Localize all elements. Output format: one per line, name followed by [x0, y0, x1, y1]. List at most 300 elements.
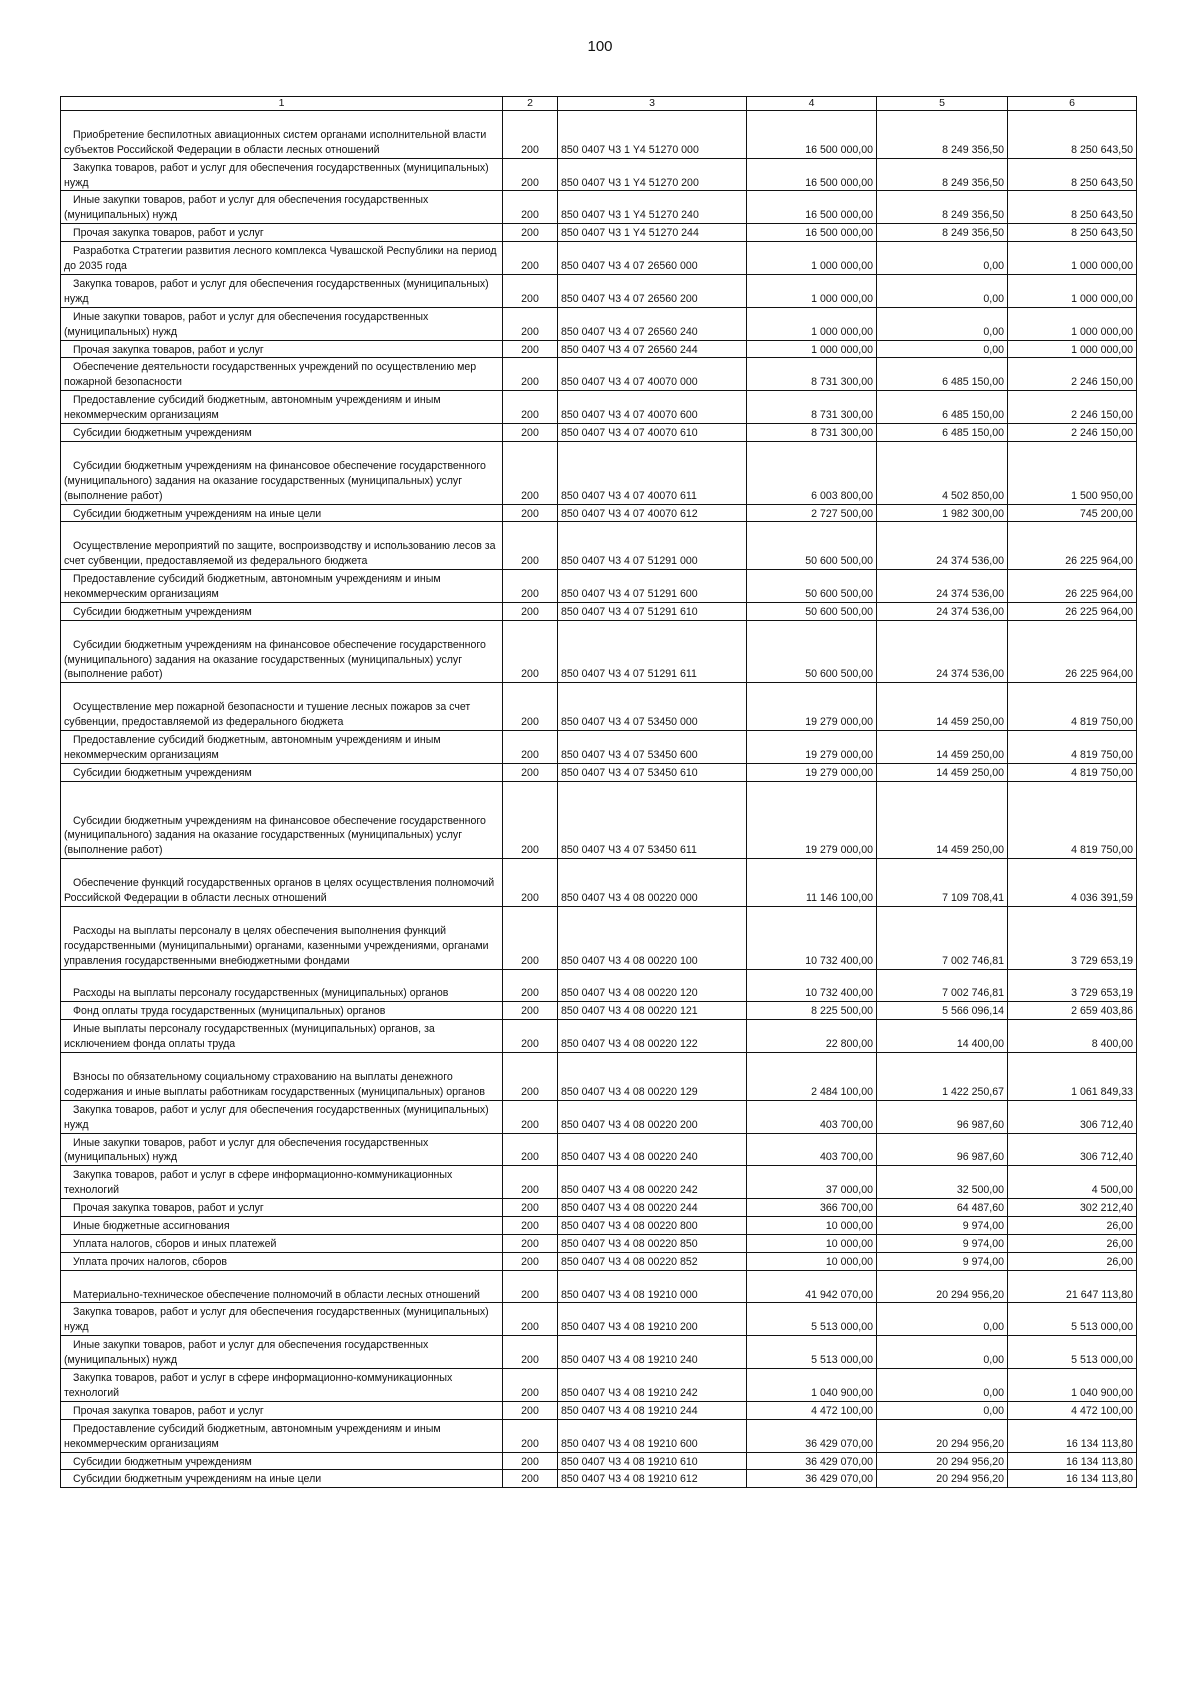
table-row [61, 1020, 1137, 1053]
admin-code: 200 [503, 731, 558, 764]
expense-name: Осуществление мероприятий по защите, воспроизводству и использованию лесов за счет субвенции, предоставляемой из федерального бюджета [64, 540, 496, 568]
approved-amount: 8 731 300,00 [747, 358, 877, 391]
expense-name: Закупка товаров, работ и услуг для обеспечения государственных (муниципальных) нужд [64, 1306, 489, 1334]
admin-code: 200 [503, 969, 558, 1002]
expense-name: Субсидии бюджетным учреждениям на иные цели [73, 1473, 322, 1486]
cell-expense-name [61, 1470, 503, 1488]
table-row [61, 1401, 1137, 1419]
cell-expense-name [61, 731, 503, 764]
unexecuted-amount: 8 250 643,50 [1008, 111, 1137, 159]
expense-name: Иные выплаты персоналу государственных (муниципальных) органов, за исключением фонда оплаты труда [64, 1023, 435, 1051]
cell-expense-name [61, 424, 503, 442]
table-row [61, 158, 1137, 191]
executed-amount: 20 294 956,20 [877, 1270, 1008, 1303]
expense-name: Осуществление мер пожарной безопасности и тушение лесных пожаров за счет субвенции, предоставляемой из федерального бюджета [64, 701, 471, 729]
table-row [61, 1166, 1137, 1199]
admin-code: 200 [503, 307, 558, 340]
executed-amount: 0,00 [877, 1369, 1008, 1402]
approved-amount: 36 429 070,00 [747, 1419, 877, 1452]
unexecuted-amount: 26,00 [1008, 1234, 1137, 1252]
table-row [61, 504, 1137, 522]
executed-amount: 64 487,60 [877, 1199, 1008, 1217]
table-row [61, 1270, 1137, 1303]
unexecuted-amount: 4 472 100,00 [1008, 1401, 1137, 1419]
approved-amount: 2 484 100,00 [747, 1053, 877, 1101]
executed-amount: 7 002 746,81 [877, 906, 1008, 969]
executed-amount: 0,00 [877, 1336, 1008, 1369]
cell-expense-name [61, 1020, 503, 1053]
cell-expense-name [61, 1053, 503, 1101]
cell-expense-name [61, 340, 503, 358]
executed-amount: 14 459 250,00 [877, 763, 1008, 781]
expense-name: Субсидии бюджетным учреждениям [73, 1455, 252, 1468]
table-row [61, 1217, 1137, 1235]
approved-amount: 8 731 300,00 [747, 424, 877, 442]
budget-classification-code: 850 0407 Ч3 4 08 00220 850 [558, 1234, 747, 1252]
approved-amount: 36 429 070,00 [747, 1470, 877, 1488]
table-row [61, 570, 1137, 603]
budget-classification-code: 850 0407 Ч3 4 08 00220 121 [558, 1002, 747, 1020]
budget-classification-code: 850 0407 Ч3 4 07 51291 610 [558, 602, 747, 620]
expense-name: Закупка товаров, работ и услуг в сфере информационно-коммуникационных технологий [64, 1372, 453, 1399]
table-row [61, 1303, 1137, 1336]
approved-amount: 1 040 900,00 [747, 1369, 877, 1402]
budget-classification-code: 850 0407 Ч3 4 08 19210 000 [558, 1270, 747, 1303]
approved-amount: 36 429 070,00 [747, 1452, 877, 1470]
unexecuted-amount: 4 500,00 [1008, 1166, 1137, 1199]
admin-code: 200 [503, 1020, 558, 1053]
budget-classification-code: 850 0407 Ч3 4 07 26560 244 [558, 340, 747, 358]
budget-classification-code: 850 0407 Ч3 4 08 00220 240 [558, 1133, 747, 1166]
admin-code: 200 [503, 1252, 558, 1270]
cell-expense-name [61, 191, 503, 224]
approved-amount: 16 500 000,00 [747, 191, 877, 224]
expense-name: Иные закупки товаров, работ и услуг для обеспечения государственных (муниципальных) нужд [64, 1136, 429, 1164]
executed-amount: 1 422 250,67 [877, 1053, 1008, 1101]
admin-code: 200 [503, 1166, 558, 1199]
admin-code: 200 [503, 1270, 558, 1303]
admin-code: 200 [503, 242, 558, 275]
unexecuted-amount: 306 712,40 [1008, 1100, 1137, 1133]
budget-classification-code: 850 0407 Ч3 4 07 51291 600 [558, 570, 747, 603]
approved-amount: 16 500 000,00 [747, 158, 877, 191]
admin-code: 200 [503, 763, 558, 781]
budget-classification-code: 850 0407 Ч3 1 Y4 51270 200 [558, 158, 747, 191]
admin-code: 200 [503, 424, 558, 442]
unexecuted-amount: 1 000 000,00 [1008, 307, 1137, 340]
executed-amount: 96 987,60 [877, 1133, 1008, 1166]
admin-code: 200 [503, 683, 558, 731]
table-row [61, 1419, 1137, 1452]
cell-expense-name [61, 906, 503, 969]
admin-code: 200 [503, 620, 558, 683]
approved-amount: 8 731 300,00 [747, 391, 877, 424]
unexecuted-amount: 4 819 750,00 [1008, 683, 1137, 731]
table-row [61, 224, 1137, 242]
cell-expense-name [61, 1369, 503, 1402]
budget-classification-code: 850 0407 Ч3 4 08 00220 122 [558, 1020, 747, 1053]
table-row [61, 441, 1137, 504]
executed-amount: 24 374 536,00 [877, 522, 1008, 570]
executed-amount: 6 485 150,00 [877, 358, 1008, 391]
approved-amount: 1 000 000,00 [747, 242, 877, 275]
admin-code: 200 [503, 441, 558, 504]
cell-expense-name [61, 522, 503, 570]
approved-amount: 50 600 500,00 [747, 620, 877, 683]
executed-amount: 6 485 150,00 [877, 424, 1008, 442]
executed-amount: 20 294 956,20 [877, 1470, 1008, 1488]
table-row [61, 1336, 1137, 1369]
unexecuted-amount: 302 212,40 [1008, 1199, 1137, 1217]
approved-amount: 22 800,00 [747, 1020, 877, 1053]
unexecuted-amount: 8 250 643,50 [1008, 224, 1137, 242]
budget-classification-code: 850 0407 Ч3 4 08 00220 200 [558, 1100, 747, 1133]
admin-code: 200 [503, 1053, 558, 1101]
admin-code: 200 [503, 1401, 558, 1419]
table-row [61, 763, 1137, 781]
budget-classification-code: 850 0407 Ч3 4 07 40070 610 [558, 424, 747, 442]
budget-classification-code: 850 0407 Ч3 4 08 19210 200 [558, 1303, 747, 1336]
admin-code: 200 [503, 1336, 558, 1369]
unexecuted-amount: 2 246 150,00 [1008, 358, 1137, 391]
unexecuted-amount: 745 200,00 [1008, 504, 1137, 522]
table-row [61, 522, 1137, 570]
expense-name: Расходы на выплаты персоналу в целях обеспечения выполнения функций государственными (муниципальными) органами, казенными учреждениями, органами управления государственными внебюджетными фондами [64, 924, 489, 967]
approved-amount: 1 000 000,00 [747, 307, 877, 340]
budget-classification-code: 850 0407 Ч3 4 07 53450 000 [558, 683, 747, 731]
admin-code: 200 [503, 1234, 558, 1252]
unexecuted-amount: 1 000 000,00 [1008, 274, 1137, 307]
approved-amount: 11 146 100,00 [747, 859, 877, 907]
budget-classification-code: 850 0407 Ч3 4 07 26560 240 [558, 307, 747, 340]
budget-classification-code: 850 0407 Ч3 4 07 40070 611 [558, 441, 747, 504]
expense-name: Обеспечение деятельности государственных учреждений по осуществлению мер пожарной безопасности [64, 361, 477, 389]
expense-name: Предоставление субсидий бюджетным, автономным учреждениям и иным некоммерческим организациям [64, 1422, 441, 1450]
table-row [61, 1100, 1137, 1133]
budget-classification-code: 850 0407 Ч3 1 Y4 51270 000 [558, 111, 747, 159]
unexecuted-amount: 2 246 150,00 [1008, 424, 1137, 442]
cell-expense-name [61, 307, 503, 340]
cell-expense-name [61, 111, 503, 159]
table-row [61, 191, 1137, 224]
executed-amount: 6 485 150,00 [877, 391, 1008, 424]
budget-classification-code: 850 0407 Ч3 4 07 53450 610 [558, 763, 747, 781]
table-row [61, 602, 1137, 620]
admin-code: 200 [503, 1133, 558, 1166]
budget-classification-code: 850 0407 Ч3 4 07 40070 000 [558, 358, 747, 391]
table-row [61, 1252, 1137, 1270]
budget-classification-code: 850 0407 Ч3 4 07 51291 000 [558, 522, 747, 570]
expense-name: Прочая закупка товаров, работ и услуг [73, 343, 264, 356]
budget-classification-code: 850 0407 Ч3 4 08 00220 129 [558, 1053, 747, 1101]
cell-expense-name [61, 1234, 503, 1252]
expense-name: Закупка товаров, работ и услуг для обеспечения государственных (муниципальных) нужд [64, 1103, 489, 1131]
expense-name: Уплата налогов, сборов и иных платежей [73, 1237, 277, 1250]
executed-amount: 20 294 956,20 [877, 1452, 1008, 1470]
admin-code: 200 [503, 274, 558, 307]
approved-amount: 10 732 400,00 [747, 906, 877, 969]
budget-classification-code: 850 0407 Ч3 4 07 26560 200 [558, 274, 747, 307]
unexecuted-amount: 16 134 113,80 [1008, 1452, 1137, 1470]
budget-classification-code: 850 0407 Ч3 4 08 19210 242 [558, 1369, 747, 1402]
unexecuted-amount: 1 000 000,00 [1008, 242, 1137, 275]
expense-name: Иные бюджетные ассигнования [73, 1219, 230, 1232]
unexecuted-amount: 306 712,40 [1008, 1133, 1137, 1166]
column-header-5: 5 [877, 97, 1008, 111]
executed-amount: 0,00 [877, 274, 1008, 307]
admin-code: 200 [503, 1419, 558, 1452]
expense-name: Прочая закупка товаров, работ и услуг [73, 1404, 264, 1417]
cell-expense-name [61, 504, 503, 522]
table-row [61, 307, 1137, 340]
table-row [61, 1369, 1137, 1402]
table-row [61, 391, 1137, 424]
table-row [61, 1199, 1137, 1217]
budget-classification-code: 850 0407 Ч3 4 08 19210 610 [558, 1452, 747, 1470]
column-header-4: 4 [747, 97, 877, 111]
executed-amount: 14 459 250,00 [877, 683, 1008, 731]
budget-classification-code: 850 0407 Ч3 4 08 19210 600 [558, 1419, 747, 1452]
admin-code: 200 [503, 906, 558, 969]
unexecuted-amount: 1 061 849,33 [1008, 1053, 1137, 1101]
table-row [61, 340, 1137, 358]
approved-amount: 10 732 400,00 [747, 969, 877, 1002]
table-row [61, 1452, 1137, 1470]
table-row [61, 683, 1137, 731]
unexecuted-amount: 2 246 150,00 [1008, 391, 1137, 424]
admin-code: 200 [503, 781, 558, 859]
approved-amount: 41 942 070,00 [747, 1270, 877, 1303]
unexecuted-amount: 3 729 653,19 [1008, 906, 1137, 969]
expense-name: Иные закупки товаров, работ и услуг для обеспечения государственных (муниципальных) нужд [64, 194, 429, 222]
admin-code: 200 [503, 859, 558, 907]
budget-classification-code: 850 0407 Ч3 4 07 53450 611 [558, 781, 747, 859]
approved-amount: 8 225 500,00 [747, 1002, 877, 1020]
admin-code: 200 [503, 340, 558, 358]
cell-expense-name [61, 570, 503, 603]
expense-name: Обеспечение функций государственных органов в целях осуществления полномочий Российской Федерации в области лесных отношений [64, 877, 495, 905]
admin-code: 200 [503, 111, 558, 159]
budget-classification-code: 850 0407 Ч3 4 08 19210 612 [558, 1470, 747, 1488]
unexecuted-amount: 26 225 964,00 [1008, 602, 1137, 620]
executed-amount: 8 249 356,50 [877, 158, 1008, 191]
unexecuted-amount: 26 225 964,00 [1008, 620, 1137, 683]
executed-amount: 7 002 746,81 [877, 969, 1008, 1002]
table-row [61, 358, 1137, 391]
approved-amount: 366 700,00 [747, 1199, 877, 1217]
admin-code: 200 [503, 224, 558, 242]
budget-classification-code: 850 0407 Ч3 4 07 26560 000 [558, 242, 747, 275]
expense-name: Субсидии бюджетным учреждениям [73, 766, 252, 779]
executed-amount: 14 459 250,00 [877, 731, 1008, 764]
executed-amount: 8 249 356,50 [877, 191, 1008, 224]
cell-expense-name [61, 781, 503, 859]
expense-name: Субсидии бюджетным учреждениям [73, 427, 252, 440]
expense-name: Прочая закупка товаров, работ и услуг [73, 1202, 264, 1215]
expense-name: Субсидии бюджетным учреждениям на финансовое обеспечение государственного (муниципального) задания на оказание государственных (муниципальных) услуг (выполнение работ) [64, 459, 486, 502]
cell-expense-name [61, 1419, 503, 1452]
approved-amount: 10 000,00 [747, 1252, 877, 1270]
executed-amount: 24 374 536,00 [877, 602, 1008, 620]
approved-amount: 2 727 500,00 [747, 504, 877, 522]
admin-code: 200 [503, 358, 558, 391]
expense-name: Взносы по обязательному социальному страхованию на выплаты денежного содержания и иные выплаты работникам государственных (муниципальных) органов [64, 1070, 485, 1098]
unexecuted-amount: 2 659 403,86 [1008, 1002, 1137, 1020]
executed-amount: 14 459 250,00 [877, 781, 1008, 859]
expense-name: Иные закупки товаров, работ и услуг для обеспечения государственных (муниципальных) нужд [64, 310, 429, 338]
unexecuted-amount: 21 647 113,80 [1008, 1270, 1137, 1303]
unexecuted-amount: 26,00 [1008, 1217, 1137, 1235]
approved-amount: 6 003 800,00 [747, 441, 877, 504]
cell-expense-name [61, 1270, 503, 1303]
expense-name: Закупка товаров, работ и услуг для обеспечения государственных (муниципальных) нужд [64, 277, 489, 305]
budget-classification-code: 850 0407 Ч3 1 Y4 51270 244 [558, 224, 747, 242]
admin-code: 200 [503, 191, 558, 224]
cell-expense-name [61, 1252, 503, 1270]
admin-code: 200 [503, 391, 558, 424]
cell-expense-name [61, 358, 503, 391]
cell-expense-name [61, 441, 503, 504]
table-row [61, 781, 1137, 859]
admin-code: 200 [503, 1470, 558, 1488]
unexecuted-amount: 3 729 653,19 [1008, 969, 1137, 1002]
admin-code: 200 [503, 522, 558, 570]
executed-amount: 0,00 [877, 1303, 1008, 1336]
approved-amount: 1 000 000,00 [747, 340, 877, 358]
unexecuted-amount: 4 036 391,59 [1008, 859, 1137, 907]
table-row [61, 1002, 1137, 1020]
budget-classification-code: 850 0407 Ч3 4 08 00220 244 [558, 1199, 747, 1217]
approved-amount: 4 472 100,00 [747, 1401, 877, 1419]
table-row [61, 859, 1137, 907]
unexecuted-amount: 16 134 113,80 [1008, 1419, 1137, 1452]
expense-name: Субсидии бюджетным учреждениям на иные цели [73, 507, 322, 520]
executed-amount: 8 249 356,50 [877, 224, 1008, 242]
table-row [61, 274, 1137, 307]
column-header-6: 6 [1008, 97, 1137, 111]
approved-amount: 16 500 000,00 [747, 224, 877, 242]
table-row [61, 242, 1137, 275]
cell-expense-name [61, 620, 503, 683]
executed-amount: 24 374 536,00 [877, 570, 1008, 603]
table-row [61, 620, 1137, 683]
cell-expense-name [61, 969, 503, 1002]
unexecuted-amount: 16 134 113,80 [1008, 1470, 1137, 1488]
budget-classification-code: 850 0407 Ч3 4 07 40070 612 [558, 504, 747, 522]
cell-expense-name [61, 1452, 503, 1470]
admin-code: 200 [503, 1199, 558, 1217]
admin-code: 200 [503, 1369, 558, 1402]
budget-classification-code: 850 0407 Ч3 4 07 51291 611 [558, 620, 747, 683]
expense-name: Фонд оплаты труда государственных (муниципальных) органов [73, 1005, 386, 1018]
unexecuted-amount: 26 225 964,00 [1008, 570, 1137, 603]
admin-code: 200 [503, 504, 558, 522]
unexecuted-amount: 26,00 [1008, 1252, 1137, 1270]
column-header-1: 1 [61, 97, 503, 111]
executed-amount: 4 502 850,00 [877, 441, 1008, 504]
cell-expense-name [61, 602, 503, 620]
approved-amount: 1 000 000,00 [747, 274, 877, 307]
expense-name: Закупка товаров, работ и услуг в сфере информационно-коммуникационных технологий [64, 1169, 453, 1197]
approved-amount: 37 000,00 [747, 1166, 877, 1199]
executed-amount: 7 109 708,41 [877, 859, 1008, 907]
executed-amount: 0,00 [877, 242, 1008, 275]
budget-execution-table [60, 96, 1137, 1488]
expense-name: Разработка Стратегии развития лесного комплекса Чувашской Республики на период до 2035 года [64, 245, 497, 273]
expense-name: Предоставление субсидий бюджетным, автономным учреждениям и иным некоммерческим организациям [64, 573, 441, 600]
executed-amount: 9 974,00 [877, 1252, 1008, 1270]
cell-expense-name [61, 274, 503, 307]
cell-expense-name [61, 1401, 503, 1419]
table-row [61, 1053, 1137, 1101]
unexecuted-amount: 8 250 643,50 [1008, 191, 1137, 224]
expense-name: Предоставление субсидий бюджетным, автономным учреждениям и иным некоммерческим организациям [64, 734, 441, 761]
executed-amount: 24 374 536,00 [877, 620, 1008, 683]
expense-name: Закупка товаров, работ и услуг для обеспечения государственных (муниципальных) нужд [64, 161, 489, 189]
cell-expense-name [61, 1336, 503, 1369]
unexecuted-amount: 1 040 900,00 [1008, 1369, 1137, 1402]
table-row [61, 906, 1137, 969]
table-row [61, 111, 1137, 159]
admin-code: 200 [503, 570, 558, 603]
unexecuted-amount: 5 513 000,00 [1008, 1303, 1137, 1336]
expense-name: Субсидии бюджетным учреждениям на финансовое обеспечение государственного (муниципального) задания на оказание государственных (муниципальных) услуг (выполнение работ) [64, 638, 486, 681]
executed-amount: 8 249 356,50 [877, 111, 1008, 159]
expense-name: Уплата прочих налогов, сборов [73, 1255, 228, 1268]
expense-name: Иные закупки товаров, работ и услуг для обеспечения государственных (муниципальных) нужд [64, 1339, 429, 1367]
budget-classification-code: 850 0407 Ч3 4 07 40070 600 [558, 391, 747, 424]
budget-classification-code: 850 0407 Ч3 4 08 00220 242 [558, 1166, 747, 1199]
cell-expense-name [61, 1303, 503, 1336]
cell-expense-name [61, 763, 503, 781]
cell-expense-name [61, 242, 503, 275]
table-row [61, 1133, 1137, 1166]
admin-code: 200 [503, 158, 558, 191]
executed-amount: 1 982 300,00 [877, 504, 1008, 522]
expense-name: Предоставление субсидий бюджетным, автономным учреждениям и иным некоммерческим организациям [64, 394, 441, 422]
table-row [61, 969, 1137, 1002]
approved-amount: 5 513 000,00 [747, 1303, 877, 1336]
cell-expense-name [61, 1002, 503, 1020]
budget-classification-code: 850 0407 Ч3 1 Y4 51270 240 [558, 191, 747, 224]
approved-amount: 19 279 000,00 [747, 781, 877, 859]
table-row [61, 731, 1137, 764]
budget-classification-code: 850 0407 Ч3 4 07 53450 600 [558, 731, 747, 764]
unexecuted-amount: 5 513 000,00 [1008, 1336, 1137, 1369]
unexecuted-amount: 4 819 750,00 [1008, 763, 1137, 781]
budget-classification-code: 850 0407 Ч3 4 08 00220 852 [558, 1252, 747, 1270]
admin-code: 200 [503, 1100, 558, 1133]
approved-amount: 16 500 000,00 [747, 111, 877, 159]
expense-name: Субсидии бюджетным учреждениям на финансовое обеспечение государственного (муниципального) задания на оказание государственных (муниципальных) услуг (выполнение работ) [64, 814, 486, 857]
cell-expense-name [61, 683, 503, 731]
column-header-3: 3 [558, 97, 747, 111]
admin-code: 200 [503, 1303, 558, 1336]
unexecuted-amount: 8 250 643,50 [1008, 158, 1137, 191]
budget-classification-code: 850 0407 Ч3 4 08 19210 244 [558, 1401, 747, 1419]
executed-amount: 32 500,00 [877, 1166, 1008, 1199]
executed-amount: 96 987,60 [877, 1100, 1008, 1133]
approved-amount: 403 700,00 [747, 1133, 877, 1166]
approved-amount: 19 279 000,00 [747, 683, 877, 731]
admin-code: 200 [503, 602, 558, 620]
executed-amount: 0,00 [877, 1401, 1008, 1419]
cell-expense-name [61, 1217, 503, 1235]
approved-amount: 19 279 000,00 [747, 731, 877, 764]
unexecuted-amount: 4 819 750,00 [1008, 781, 1137, 859]
approved-amount: 50 600 500,00 [747, 602, 877, 620]
expense-name: Прочая закупка товаров, работ и услуг [73, 227, 264, 240]
